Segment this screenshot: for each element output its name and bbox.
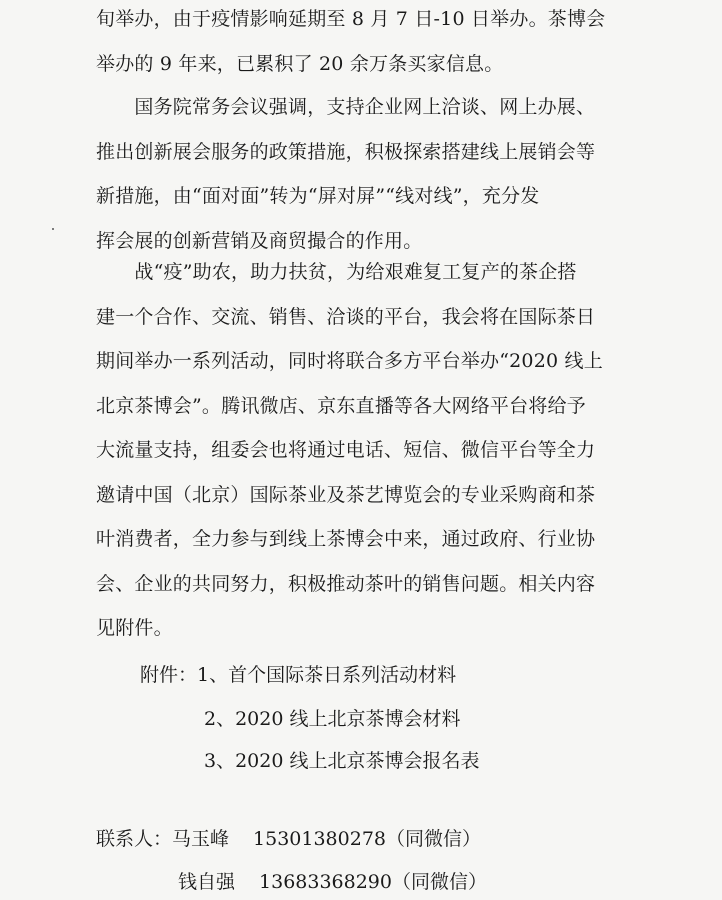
attachment-item-2	[204, 697, 460, 742]
attachment-title: 3、2020 线上北京茶博会报名表	[204, 750, 480, 772]
paragraph-1	[96, 0, 656, 86]
paragraph-2	[96, 85, 656, 263]
attachment-title: 1、首个国际茶日系列活动材料	[197, 664, 457, 686]
contact-phone: 15301380278（同微信）	[253, 828, 482, 850]
attachment-title: 2、2020 线上北京茶博会材料	[204, 708, 461, 730]
attachment-item-3	[204, 739, 479, 784]
text-line: 期间举办一系列活动，同时将联合多方平台举办“2020 线上	[96, 350, 603, 372]
text-line: 举办的 9 年来，已累积了 20 余万条买家信息。	[96, 52, 504, 75]
contact-row-1	[96, 817, 481, 862]
contacts-label: 联系人：	[96, 828, 173, 850]
text-line: 旬举办，由于疫情影响延期至 8 月 7 日-10 日举办。茶博会	[96, 8, 606, 30]
contact-name: 马玉峰	[172, 828, 230, 850]
contact-phone: 13683368290（同微信）	[259, 871, 487, 893]
paragraph-3	[96, 250, 656, 651]
text-line: 新措施，由“面对面”转为“屏对屏”“线对线”，充分发	[96, 185, 540, 207]
text-line: 大流量支持，组委会也将通过电话、短信、微信平台等全力	[96, 439, 596, 461]
contact-row-2	[178, 860, 487, 900]
text-line: 叶消费者，全力参与到线上茶博会中来，通过政府、行业协	[96, 528, 596, 550]
text-line: 战“疫”助农，助力扶贫，为给艰难复工复产的茶企搭	[96, 261, 577, 283]
text-line: 挥会展的创新营销及商贸撮合的作用。	[96, 229, 423, 252]
text-line: 国务院常务会议强调，支持企业网上洽谈、网上办展、	[96, 96, 596, 118]
text-line: 会、企业的共同努力，积极推动茶叶的销售问题。相关内容	[96, 572, 596, 595]
contact-name: 钱自强	[178, 871, 236, 893]
scan-speck	[52, 228, 54, 230]
text-line: 推出创新展会服务的政策措施，积极探索搭建线上展销会等	[96, 140, 596, 163]
text-line: 邀请中国（北京）国际茶业及茶艺博览会的专业采购商和茶	[96, 483, 596, 506]
text-line: 建一个合作、交流、销售、洽谈的平台，我会将在国际茶日	[96, 305, 596, 328]
text-line: 见附件。	[96, 617, 173, 639]
attachments-label: 附件：	[140, 664, 198, 686]
text-line: 北京茶博会”。腾讯微店、京东直播等各大网络平台将给予	[96, 394, 586, 417]
attachment-item-1	[140, 653, 456, 698]
